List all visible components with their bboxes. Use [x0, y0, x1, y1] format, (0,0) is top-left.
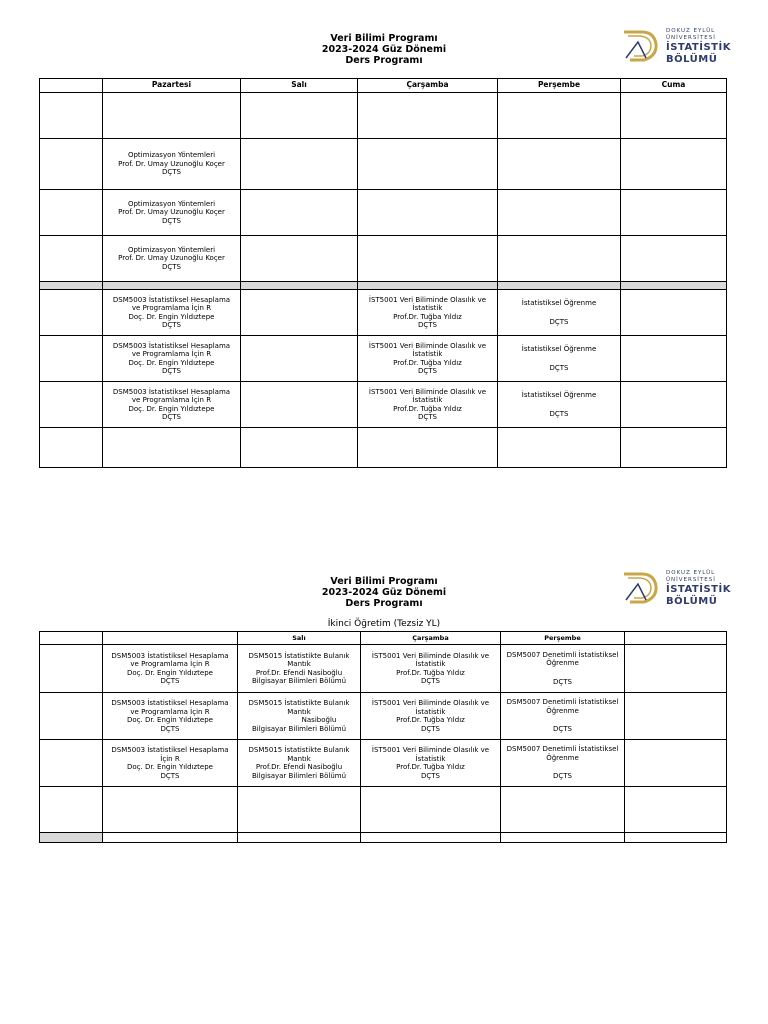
- course-cell: Optimizasyon Yöntemleri Prof. Dr. Umay Uzunoğlu Koçer DÇTS: [103, 236, 241, 282]
- course-cell: DSM5007 Denetimli İstatistiksel Öğrenme DÇTS: [501, 645, 625, 693]
- header-carsamba: Çarşamba: [358, 79, 498, 93]
- header-sali: Salı: [238, 632, 361, 645]
- table-row: [40, 190, 727, 236]
- logo-line-1: DOKUZ EYLÜL: [666, 28, 716, 34]
- table-row: [40, 336, 727, 382]
- course-cell: İST5001 Veri Biliminde Olasılık ve İstatistik Prof.Dr. Tuğba Yıldız DÇTS: [358, 290, 498, 336]
- header-sali: Salı: [241, 79, 358, 93]
- top-schedule-table: [39, 78, 727, 468]
- time-cell: [40, 787, 103, 833]
- logo-line-2: ÜNİVERSİTESİ: [666, 35, 716, 41]
- schedule-title: Ders Programı: [345, 55, 423, 66]
- schedule-title: Ders Programı: [345, 598, 423, 609]
- course-cell: DSM5015 İstatistikte Bulanık Mantık Prof.Dr. Efendi Nasiboğlu Bilgisayar Bilimleri Bölümü: [238, 740, 361, 787]
- time-cell: [40, 336, 103, 382]
- time-cell: [40, 236, 103, 282]
- time-cell: [40, 833, 103, 843]
- logo-line-1: DOKUZ EYLÜL: [666, 570, 716, 576]
- course-cell: İstatistiksel Öğrenme DÇTS: [498, 290, 621, 336]
- header-cell: [40, 632, 103, 645]
- logo-line-2: ÜNİVERSİTESİ: [666, 577, 716, 583]
- course-cell: DSM5003 İstatistiksel Hesaplama ve Programlama İçin R Doç. Dr. Engin Yıldıztepe DÇTS: [103, 382, 241, 428]
- course-cell: İstatistiksel Öğrenme DÇTS: [498, 336, 621, 382]
- course-cell: Optimizasyon Yöntemleri Prof. Dr. Umay Uzunoğlu Koçer DÇTS: [103, 190, 241, 236]
- course-cell: DSM5003 İstatistiksel Hesaplama ve Programlama İçin R Doç. Dr. Engin Yıldıztepe DÇTS: [103, 290, 241, 336]
- bottom-schedule-table: [39, 631, 727, 843]
- university-logo-icon: [622, 570, 664, 606]
- break-row: [40, 282, 727, 290]
- program-title: Veri Bilimi Programı: [330, 576, 438, 587]
- time-cell: [40, 93, 103, 139]
- course-cell: Optimizasyon Yöntemleri Prof. Dr. Umay Uzunoğlu Koçer DÇTS: [103, 139, 241, 190]
- table-row: [40, 139, 727, 190]
- course-cell: DSM5007 Denetimli İstatistiksel Öğrenme DÇTS: [501, 693, 625, 740]
- university-logo: [622, 26, 732, 72]
- table-row: [40, 382, 727, 428]
- semester-title: 2023-2024 Güz Dönemi: [321, 44, 447, 55]
- course-cell: DSM5015 İstatistikte Bulanık Mantık Prof.Dr. Efendi Nasiboğlu Bilgisayar Bilimleri Bölümü: [238, 645, 361, 693]
- table-row: [40, 236, 727, 282]
- table-header-row: [40, 79, 727, 93]
- header-pazartesi: Pazartesi: [103, 79, 241, 93]
- table-row: [40, 740, 727, 787]
- logo-line-4: BÖLÜMÜ: [666, 54, 718, 65]
- course-cell: İST5001 Veri Biliminde Olasılık ve İstatistik Prof.Dr. Tuğba Yıldız DÇTS: [361, 645, 501, 693]
- table-row: [40, 645, 727, 693]
- course-cell: İstatistiksel Öğrenme DÇTS: [498, 382, 621, 428]
- header-cell: [625, 632, 727, 645]
- header-carsamba: Çarşamba: [361, 632, 501, 645]
- header-persembe: Perşembe: [498, 79, 621, 93]
- table-row: [40, 428, 727, 468]
- time-cell: [40, 428, 103, 468]
- header-cell: [40, 79, 103, 93]
- header-cell: [103, 632, 238, 645]
- university-logo-icon: [622, 28, 664, 64]
- time-cell: [40, 645, 103, 693]
- university-logo: [622, 568, 732, 614]
- program-title: Veri Bilimi Programı: [330, 33, 438, 44]
- course-cell: DSM5015 İstatistikte Bulanık Mantık Nasiboğlu Bilgisayar Bilimleri Bölümü: [238, 693, 361, 740]
- time-cell: [40, 190, 103, 236]
- logo-line-3: İSTATİSTİK: [666, 42, 731, 53]
- time-cell: [40, 382, 103, 428]
- logo-line-4: BÖLÜMÜ: [666, 596, 718, 607]
- time-cell: [40, 693, 103, 740]
- course-cell: DSM5003 İstatistiksel Hesaplama İçin R Doç. Dr. Engin Yıldıztepe DÇTS: [103, 740, 238, 787]
- table-row: [40, 93, 727, 139]
- course-cell: İST5001 Veri Biliminde Olasılık ve İstatistik Prof.Dr. Tuğba Yıldız DÇTS: [361, 740, 501, 787]
- time-cell: [40, 740, 103, 787]
- course-cell: DSM5003 İstatistiksel Hesaplama ve Programlama İçin R Doç. Dr. Engin Yıldıztepe DÇTS: [103, 693, 238, 740]
- header-cuma: Cuma: [621, 79, 727, 93]
- program-subtitle: İkinci Öğretim (Tezsiz YL): [327, 619, 441, 629]
- header-persembe: Perşembe: [501, 632, 625, 645]
- table-row: [40, 290, 727, 336]
- semester-title: 2023-2024 Güz Dönemi: [321, 587, 447, 598]
- course-cell: DSM5007 Denetimli İstatistiksel Öğrenme DÇTS: [501, 740, 625, 787]
- table-row: [40, 833, 727, 843]
- course-cell: İST5001 Veri Biliminde Olasılık ve İstatistik Prof.Dr. Tuğba Yıldız DÇTS: [361, 693, 501, 740]
- table-header-row: [40, 632, 727, 645]
- table-row: [40, 693, 727, 740]
- table-row: [40, 787, 727, 833]
- logo-line-3: İSTATİSTİK: [666, 584, 731, 595]
- course-cell: İST5001 Veri Biliminde Olasılık ve İstatistik Prof.Dr. Tuğba Yıldız DÇTS: [358, 336, 498, 382]
- course-cell: DSM5003 İstatistiksel Hesaplama ve Programlama İçin R Doç. Dr. Engin Yıldıztepe DÇTS: [103, 645, 238, 693]
- course-cell: İST5001 Veri Biliminde Olasılık ve İstatistik Prof.Dr. Tuğba Yıldız DÇTS: [358, 382, 498, 428]
- course-cell: DSM5003 İstatistiksel Hesaplama ve Programlama İçin R Doç. Dr. Engin Yıldıztepe DÇTS: [103, 336, 241, 382]
- time-cell: [40, 290, 103, 336]
- time-cell: [40, 139, 103, 190]
